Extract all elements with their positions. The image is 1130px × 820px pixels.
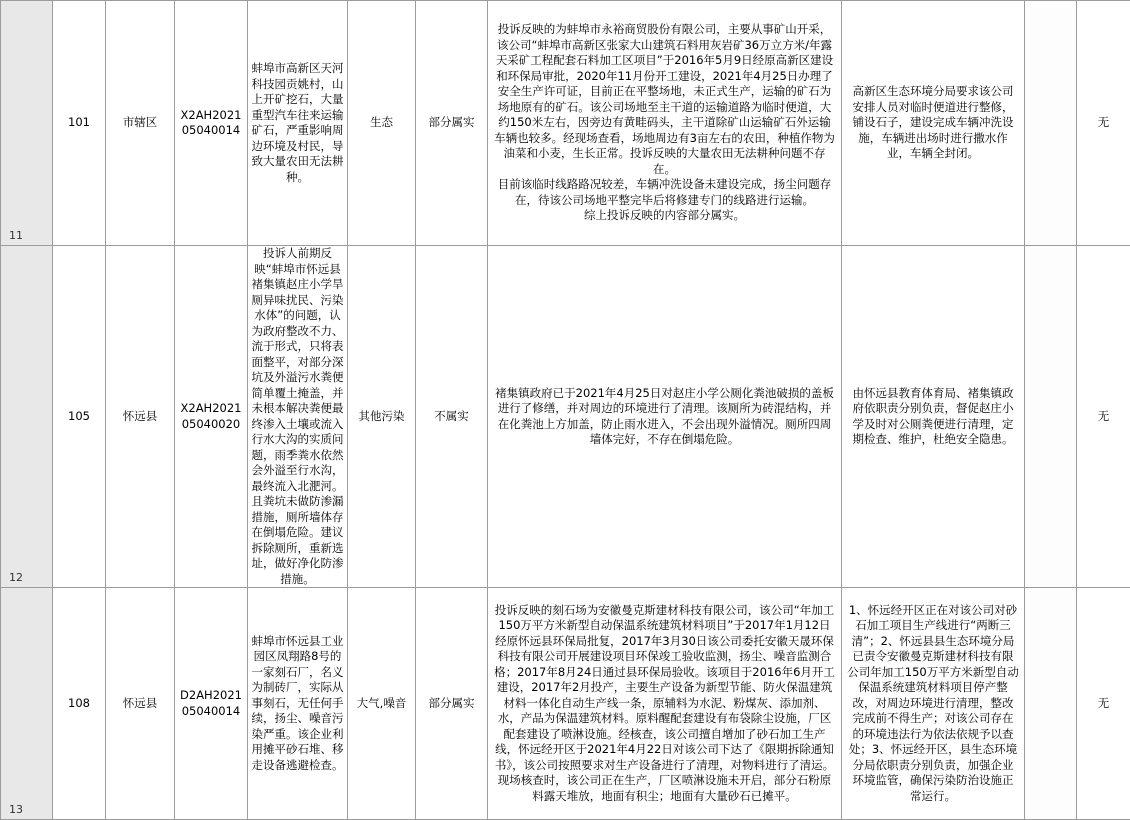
cell-investigation[interactable]: 褚集镇政府已于2021年4月25日对赵庄小学公厕化粪池破损的盖板进行了修缮，并对周边的环境进行了清理。该厕所为砖混结构，并在化粪池上方加盖，防止雨水进入，不会出现外溢情况。厕所四周墙体完好，不存在倒塌危险。 [488, 246, 842, 588]
cell-empty[interactable] [1025, 588, 1077, 820]
cell-accountability[interactable]: 无 [1077, 246, 1130, 588]
row-header[interactable]: 11 [1, 1, 53, 246]
cell-code[interactable]: D2AH202105040014 [175, 588, 248, 820]
cell-id[interactable]: 101 [53, 1, 106, 246]
cell-category[interactable]: 大气,噪音 [348, 588, 416, 820]
cell-complaint[interactable]: 蚌埠市高新区天河科技园贡姚村，山上开矿挖石，大量重型汽车往来运输矿石，严重影响周边环境及村民，导致大量农田无法耕种。 [248, 1, 348, 246]
cell-investigation[interactable]: 投诉反映的为蚌埠市永裕商贸股份有限公司，主要从事矿山开采，该公司“蚌埠市高新区张家大山建筑石料用灰岩矿36万立方米/年露天采矿工程配套石料加工区项目”于2016年5月9日经原高新区建设和环保局审批，2020年11月份开工建设，2021年4月25日办理了安全生产许可证，目前正在平整场地，未正式生产，运输的矿石为场地原有的矿石。该公司场地至主干道的运输道路为临时便道，大约150米左右，因旁边有黄畦码头，主干道除矿山运输矿石外运输车辆也较多。经现场查看，场地周边有3亩左右的农田，种植作物为油菜和小麦，生长正常。投诉反映的大量农田无法耕种问题不存在。 目前该临时线路路况较差，车辆冲洗设备未建设完成，扬尘问题存在，待该公司场地平整完毕后将修建专门的线路进行运输。 综上投诉反映的内容部分属实。 [488, 1, 842, 246]
cell-verdict[interactable]: 部分属实 [416, 1, 488, 246]
cell-category[interactable]: 其他污染 [348, 246, 416, 588]
cell-handling[interactable]: 1、怀远经开区正在对该公司对砂石加工项目生产线进行“两断三清”；2、怀远县县生态环境分局已责令安徽曼克斯建材科技有限公司年加工150万平方米新型自动保温系统建筑材料项目停产整改，对周边环境进行清理，整改完成前不得生产；对该公司存在的环境违法行为依法依规予以查处；3、怀远经开区，县生态环境分局依职责分别负责，加强企业环境监管，确保污染防治设施正常运行。 [842, 588, 1025, 820]
row-header[interactable]: 13 [1, 588, 53, 820]
cell-category[interactable]: 生态 [348, 1, 416, 246]
cell-id[interactable]: 105 [53, 246, 106, 588]
cell-area[interactable]: 怀远县 [106, 246, 175, 588]
cell-code[interactable]: X2AH202105040014 [175, 1, 248, 246]
cell-complaint[interactable]: 投诉人前期反映“蚌埠市怀远县褚集镇赵庄小学旱厕异味扰民、污染水体”的问题，认为政府整改不力、流于形式，只将表面整平，对部分深坑及外溢污水粪便简单覆土掩盖，并未根本解决粪便最终渗入土壤或流入行水大沟的实质问题，雨季粪水依然会外溢至行水沟，最终流入北淝河。且粪坑未做防渗漏措施，厕所墙体存在倒塌危险。建议拆除厕所，重新选址，做好净化防渗措施。 [248, 246, 348, 588]
table-row[interactable] [1, 1, 1130, 246]
cell-empty[interactable] [1025, 246, 1077, 588]
cell-code[interactable]: X2AH202105040020 [175, 246, 248, 588]
cell-area[interactable]: 市辖区 [106, 1, 175, 246]
cell-empty[interactable] [1025, 1, 1077, 246]
cell-verdict[interactable]: 不属实 [416, 246, 488, 588]
table-row[interactable] [1, 588, 1130, 820]
cell-handling[interactable]: 高新区生态环境分局要求该公司安排人员对临时便道进行整修，铺设石子，建设完成车辆冲洗设施，车辆进出场时进行撒水作业，车辆全封闭。 [842, 1, 1025, 246]
cell-handling[interactable]: 由怀远县教育体育局、褚集镇政府依职责分别负责，督促赵庄小学及时对公厕粪便进行清理，定期检查、维护，杜绝安全隐患。 [842, 246, 1025, 588]
cell-complaint[interactable]: 蚌埠市怀远县工业园区凤翔路8号的一家刻石厂，名义为制砖厂，实际从事刻石，无任何手续，扬尘、噪音污染严重。该企业利用摊平砂石堆、移走设备逃避检查。 [248, 588, 348, 820]
row-header[interactable]: 12 [1, 246, 53, 588]
cell-accountability[interactable]: 无 [1077, 588, 1130, 820]
cell-area[interactable]: 怀远县 [106, 588, 175, 820]
cell-investigation[interactable]: 投诉反映的刻石场为安徽曼克斯建材科技有限公司，该公司“年加工150万平方米新型自动保温系统建筑材料项目”于2017年1月12日经原怀远县环保局批复，2017年3月30日该公司委托安徽天晟环保科技有限公司开展建设项目环保竣工验收监测，扬尘、噪音监测合格；2017年8月24日通过县环保局验收。该项目于2016年6月开工建设，2017年2月投产，主要生产设备为新型节能、防火保温建筑材料一体化自动生产线一条，原辅料为水泥、粉煤灰、添加剂、水，产品为保温建筑材料。原料醒配套建设有布袋除尘设施，厂区配套建设了喷淋设施。经核查，该公司擅自增加了砂石加工生产线，怀远经开区于2021年4月22日对该公司下达了《限期拆除通知书》，该公司按照要求对生产设备进行了清理，对物料进行了清运。现场核查时，该公司正在生产，厂区喷淋设施未开启，部分石粉原料露天堆放，地面有积尘；地面有大量砂石已摊平。 [488, 588, 842, 820]
table-row[interactable] [1, 246, 1130, 588]
cell-verdict[interactable]: 部分属实 [416, 588, 488, 820]
cell-accountability[interactable]: 无 [1077, 1, 1130, 246]
cell-id[interactable]: 108 [53, 588, 106, 820]
